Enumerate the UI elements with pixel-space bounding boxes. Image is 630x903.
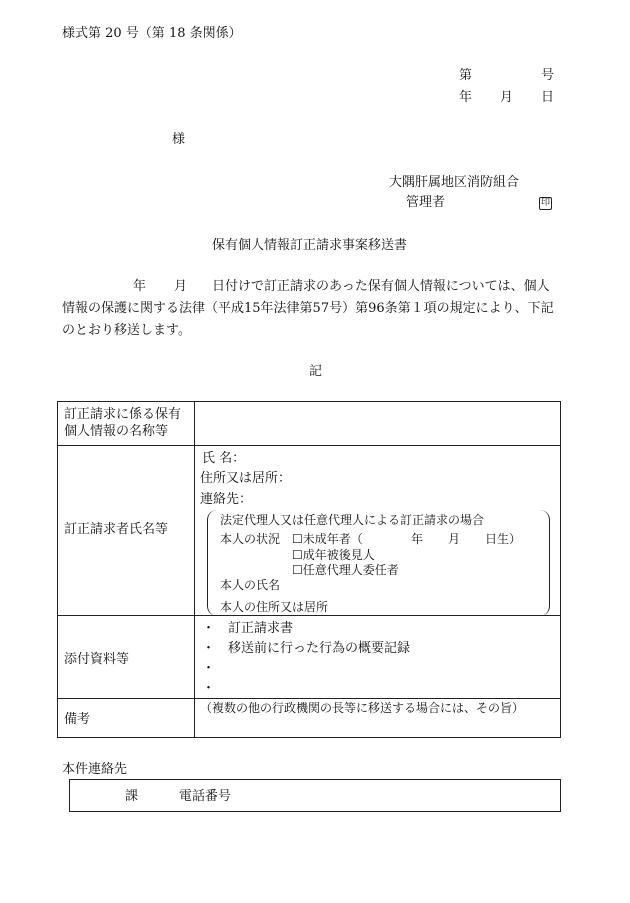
- row3-label: 添付資料等: [64, 652, 130, 667]
- row2-label: 訂正請求者氏名等: [64, 522, 169, 537]
- attachment-item: ・: [202, 661, 216, 676]
- contact-label: 連絡先：: [200, 492, 253, 507]
- date-year: 年: [459, 90, 473, 105]
- row-divider: [58, 445, 560, 446]
- row-divider: [58, 698, 560, 699]
- person-address-label: 本人の住所又は居所: [220, 600, 329, 614]
- contact-box: [69, 779, 561, 812]
- sender-title: 管理者: [406, 195, 446, 210]
- body-line1: 日付けで訂正請求のあった保有個人情報については、個人: [212, 279, 550, 294]
- birth-day: 日生）: [485, 532, 522, 546]
- body-line3: のとおり移送します。: [62, 323, 191, 338]
- option-minor: ☐未成年者（: [292, 532, 363, 546]
- recipient-suffix: 様: [172, 132, 186, 147]
- form-number: 様式第 20 号（第 18 条関係）: [62, 26, 242, 41]
- attachment-item: ・ 訂正請求書: [202, 621, 294, 636]
- row4-label: 備考: [64, 712, 91, 727]
- remarks-note: （複数の他の行政機関の長等に移送する場合には、その旨）: [200, 701, 525, 715]
- person-name-label: 本人の氏名: [220, 578, 281, 592]
- ki-heading: 記: [309, 364, 323, 379]
- agent-heading: 法定代理人又は任意代理人による訂正請求の場合: [220, 513, 485, 527]
- seal-mark: 印: [540, 198, 550, 208]
- body-line2: 情報の保護に関する法律（平成15年法律第57号）第96条第１項の規定により、下記: [62, 301, 554, 316]
- birth-year: 年: [411, 532, 424, 546]
- row1-label-line2: 個人情報の名称等: [64, 424, 169, 439]
- date-day: 日: [541, 90, 555, 105]
- sender-organization: 大隅肝属地区消防組合: [389, 175, 520, 190]
- name-label: 氏 名：: [202, 451, 246, 466]
- attachment-item: ・: [202, 681, 216, 696]
- transfer-table: [57, 401, 561, 738]
- body-month: 月: [174, 279, 188, 294]
- row1-label-line1: 訂正請求に係る保有: [64, 407, 182, 422]
- number-suffix: 号: [541, 68, 555, 83]
- option-guardian: ☐成年被後見人: [292, 548, 375, 562]
- contact-section: 課: [125, 789, 139, 804]
- column-divider: [194, 402, 195, 737]
- status-label: 本人の状況: [220, 532, 281, 546]
- birth-month: 月: [448, 532, 461, 546]
- document-title: 保有個人情報訂正請求事案移送書: [212, 238, 408, 253]
- contact-phone: 電話番号: [179, 789, 232, 804]
- number-prefix: 第: [459, 68, 473, 83]
- contact-heading: 本件連絡先: [62, 762, 128, 777]
- date-month: 月: [500, 90, 514, 105]
- body-year: 年: [133, 279, 147, 294]
- address-label: 住所又は居所：: [200, 471, 292, 486]
- option-agent: ☐任意代理人委任者: [292, 563, 399, 577]
- attachment-item: ・ 移送前に行った行為の概要記録: [202, 641, 411, 656]
